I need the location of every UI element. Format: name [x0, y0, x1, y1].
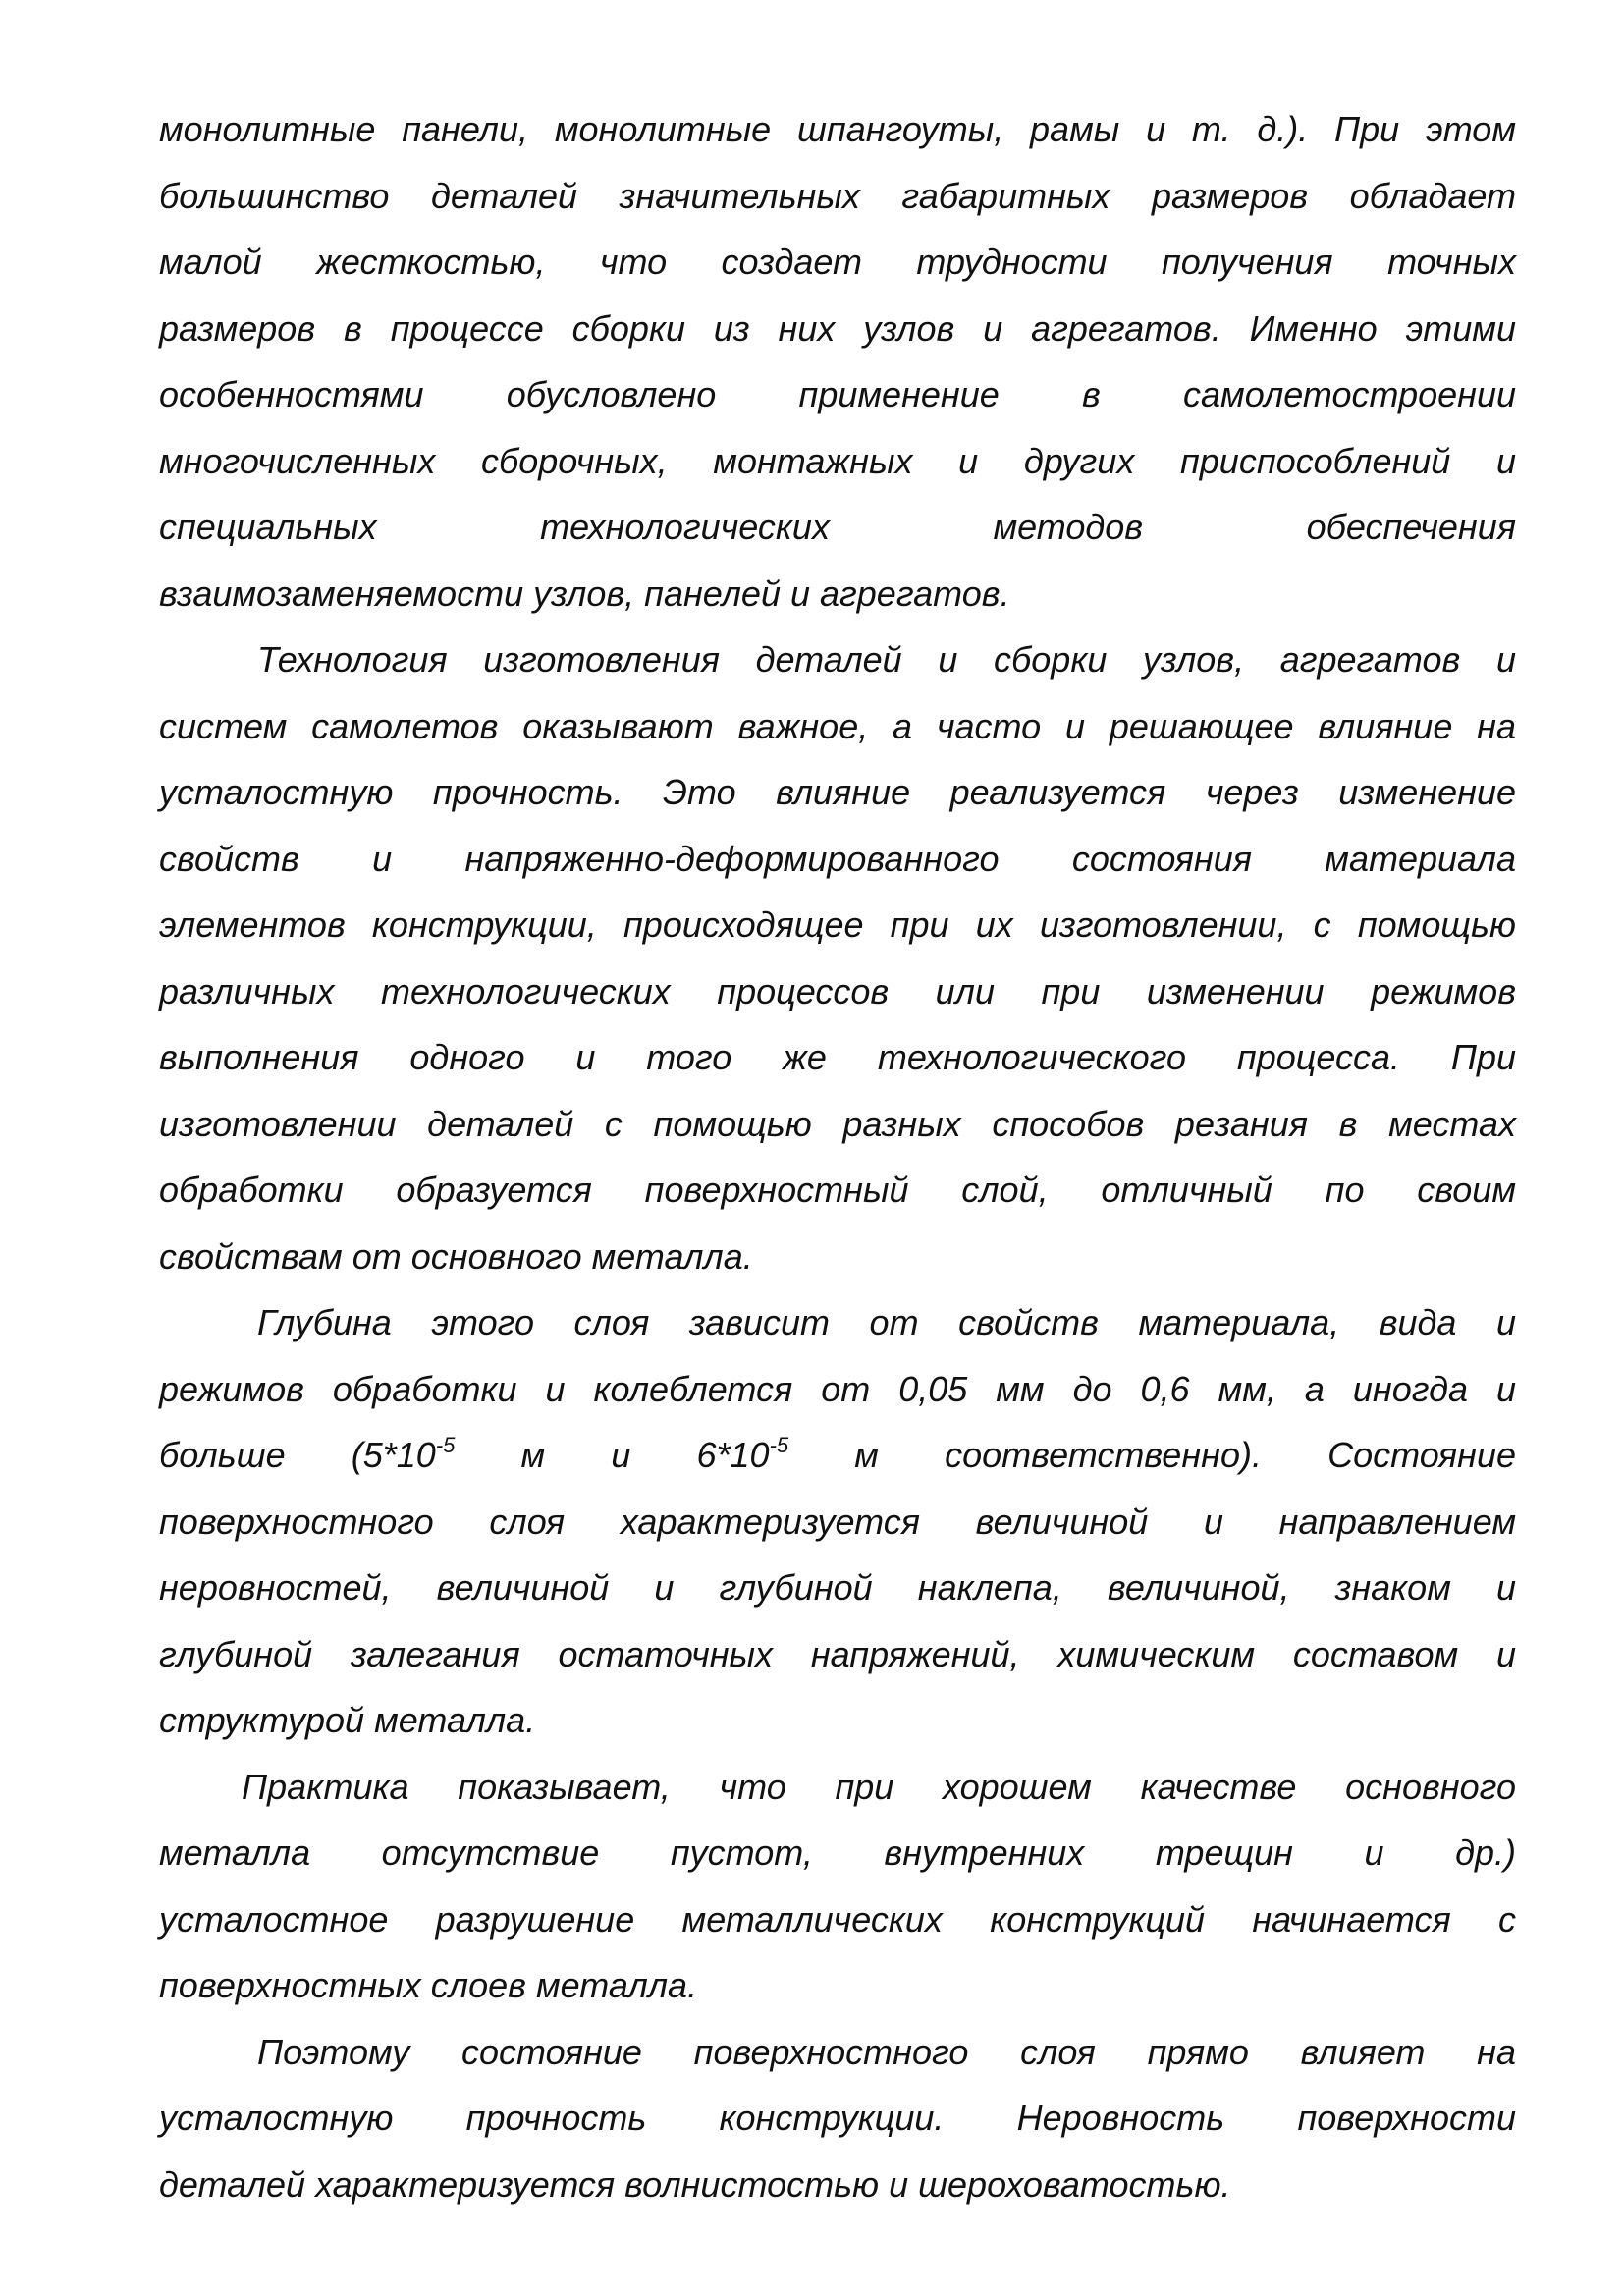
- text-line: усталостную прочность конструкции. Неровность поверхности: [159, 2098, 1516, 2138]
- exponent: -5: [769, 1433, 789, 1457]
- text-line: обработки образуется поверхностный слой, отличный по своим: [159, 1170, 1516, 1210]
- text-line: размеров в процессе сборки из них узлов и агрегатов. Именно этими: [159, 308, 1516, 349]
- text-line: особенностями обусловлено применение в самолетостроении: [159, 374, 1516, 414]
- text-line: систем самолетов оказывают важное, а часто и решающее влияние на: [159, 706, 1516, 746]
- formula-line: [159, 1422, 1516, 1489]
- text-line: изготовлении деталей с помощью разных способов резания в местах: [159, 1104, 1516, 1144]
- text-line: Практика показывает, что при хорошем качестве основного: [242, 1767, 1516, 1807]
- text-line: Технология изготовления деталей и сборки узлов, агрегатов и: [257, 639, 1516, 680]
- exponent: -5: [435, 1433, 456, 1457]
- text-line: свойствам от основного металла.: [159, 1236, 753, 1277]
- text-line: глубиной залегания остаточных напряжений, химическим составом и: [159, 1634, 1516, 1674]
- text-line: Поэтому состояние поверхностного слоя прямо влияет на: [257, 2032, 1516, 2072]
- text-line: различных технологических процессов или при изменении режимов: [159, 971, 1516, 1011]
- text-line: специальных технологических методов обеспечения: [159, 507, 1516, 547]
- text-line: усталостную прочность. Это влияние реализуется через изменение: [159, 772, 1516, 812]
- formula-text-middle: м и 6*10: [455, 1435, 770, 1475]
- text-line: поверхностного слоя характеризуется величиной и направлением: [159, 1502, 1516, 1542]
- text-line: взаимозаменяемости узлов, панелей и агрегатов.: [159, 574, 1010, 614]
- text-line: свойств и напряженно-деформированного состояния материала: [159, 839, 1516, 879]
- text-line: неровностей, величиной и глубиной наклепа, величиной, знаком и: [159, 1567, 1516, 1608]
- text-line: поверхностных слоев металла.: [159, 1965, 698, 2005]
- text-line: монолитные панели, монолитные шпангоуты, рамы и т. д.). При этом: [159, 109, 1516, 149]
- text-line: элементов конструкции, происходящее при их изготовлении, с помощью: [159, 904, 1516, 945]
- text-line: Глубина этого слоя зависит от свойств материала, вида и: [257, 1302, 1516, 1342]
- text-line: деталей характеризуется волнистостью и шероховатостью.: [159, 2164, 1231, 2205]
- text-line: структурой металла.: [159, 1700, 536, 1740]
- text-line: режимов обработки и колеблется от 0,05 мм до 0,6 мм, а иногда и: [159, 1369, 1516, 1409]
- formula-text-before: больше (5*10: [159, 1435, 436, 1475]
- text-line: усталостное разрушение металлических конструкций начинается с: [159, 1899, 1516, 1940]
- text-line: металла отсутствие пустот, внутренних трещин и др.): [159, 1832, 1516, 1873]
- text-line: малой жесткостью, что создает трудности получения точных: [159, 242, 1516, 282]
- text-line: многочисленных сборочных, монтажных и других приспособлений и: [159, 441, 1516, 481]
- text-line: большинство деталей значительных габаритных размеров обладает: [159, 176, 1516, 216]
- formula-text-after: м соответственно). Состояние: [788, 1435, 1517, 1475]
- text-line: выполнения одного и того же технологического процесса. При: [159, 1037, 1516, 1077]
